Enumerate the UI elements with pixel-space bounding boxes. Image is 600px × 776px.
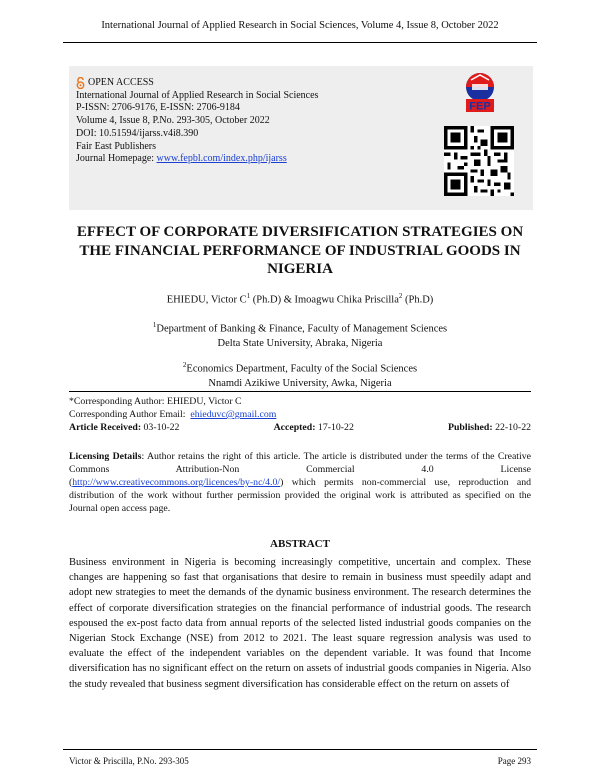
published-label: Published:	[447, 422, 493, 433]
logo-text: FEP	[469, 100, 491, 113]
journal-info	[76, 77, 318, 166]
article-meta	[69, 395, 531, 434]
issn-line: P-ISSN: 2706-9176, E-ISSN: 2706-9184	[76, 102, 240, 114]
licensing-details: Licensing Details: Author retains the right of this article. The article is distributed under the terms of the Creative Commons Attribution-Non Commercial 4.0 License (http://www.creativecommons.org/licences/by-nc/4.0/) which permits non-commercial use, reproduction and distribution of the work without further permission provided the original work is attributed as specified on the Journal open access page.	[69, 451, 532, 514]
licensing-text-2: which permits non-commercial use, reproduction and distribution of the work without further permission provided the original work is attributed as specified on the Journal open access page.	[69, 477, 532, 514]
accepted-label: Accepted:	[273, 422, 316, 433]
abstract-heading: ABSTRACT	[270, 538, 330, 550]
author-mid: (Ph.D) & Imoagwu Chika Priscilla	[250, 294, 399, 306]
page-number: Page 293	[497, 756, 531, 766]
author-1: EHIEDU, Victor C	[166, 294, 247, 306]
affiliation-1-line1: Department of Banking & Finance, Faculty of Management Sciences	[156, 323, 448, 335]
meta-divider	[69, 391, 531, 392]
affiliation-2-line1: Economics Department, Faculty of the Social Sciences	[186, 363, 418, 375]
homepage-line	[76, 153, 318, 166]
affiliation-2-line2: Nnamdi Azikiwe University, Awka, Nigeria	[208, 377, 392, 389]
email-link[interactable]: ehieduvc@gmail.com	[190, 409, 277, 420]
homepage-link[interactable]: www.fepbl.com/index.php/ijarss	[156, 153, 287, 165]
affiliation-1-line2: Delta State University, Abraka, Nigeria	[217, 337, 383, 349]
licensing-text-1: : Author retains the right of this article. The article is distributed under the terms of the Creative Commons Attribution-Non Commercial 4.0 License	[69, 451, 532, 475]
email-row	[69, 408, 531, 421]
open-access-line	[76, 77, 318, 90]
author-line	[0, 292, 600, 306]
received-date: 03-10-22	[143, 422, 180, 433]
affiliation-2	[0, 358, 600, 391]
doi-line: DOI: 10.51594/ijarss.v4i8.390	[76, 127, 199, 139]
email-label: Corresponding Author Email:	[69, 409, 186, 420]
affiliation-2-sup: 2	[182, 361, 187, 369]
affiliation-1	[0, 318, 600, 351]
author-2-sup: 2	[398, 292, 403, 300]
licensing-label: Licensing Details	[69, 451, 142, 462]
dates-row	[69, 421, 531, 434]
footer-citation: Victor & Priscilla, P.No. 293-305	[69, 756, 189, 766]
header-divider	[63, 42, 537, 43]
fep-logo	[449, 70, 511, 114]
corresponding-author: *Corresponding Author: EHIEDU, Victor C	[69, 396, 242, 407]
accepted-date: 17-10-22	[317, 422, 354, 433]
running-header: International Journal of Applied Research in Social Sciences, Volume 4, Issue 8, October 2022	[101, 20, 499, 31]
license-link[interactable]: http://www.creativecommons.org/licences/by-nc/4.0/	[72, 477, 281, 488]
abstract-body: Business environment in Nigeria is becoming increasingly competitive, uncertain and complex. These changes are happening so fast that organisations that desire to remain in business must speedily adapt and adopt new strategies to meet the demands of the dynamic business environment. The research determines the effect of corporate diversification strategies on the financial performance of industrial goods. The research espoused the ex-post facto data from annual reports of the selected listed industrial goods companies on the Nigerian Stock Exchange (NSE) from 2012 to 2021. The least square regression analysis was used to evaluate the effect of the independent variables on the dependent variable. It was found that Income diversification has no significant effect on the return on assets of industrial goods companies in Nigeria. Also the study revealed that business segment diversification has considerable effect on the return on assets of	[69, 557, 531, 690]
affiliation-1-sup: 1	[152, 321, 157, 329]
open-access-label: OPEN ACCESS	[88, 77, 154, 88]
published-date: 22-10-22	[495, 422, 531, 433]
received-label: Article Received:	[69, 422, 142, 433]
volume-line: Volume 4, Issue 8, P.No. 293-305, October 2022	[76, 115, 270, 127]
qr-code-icon[interactable]	[444, 126, 514, 196]
paper-title: EFFECT OF CORPORATE DIVERSIFICATION STRATEGIES ON THE FINANCIAL PERFORMANCE OF INDUSTRIAL GOODS IN NIGERIA	[76, 224, 524, 277]
publisher-line: Fair East Publishers	[76, 140, 156, 152]
homepage-label: Journal Homepage:	[76, 153, 157, 165]
author-end: (Ph.D)	[402, 294, 434, 306]
author-1-sup: 1	[246, 292, 251, 300]
footer-divider	[63, 749, 537, 750]
open-access-icon	[76, 77, 85, 89]
journal-name: International Journal of Applied Research in Social Sciences	[76, 89, 319, 101]
